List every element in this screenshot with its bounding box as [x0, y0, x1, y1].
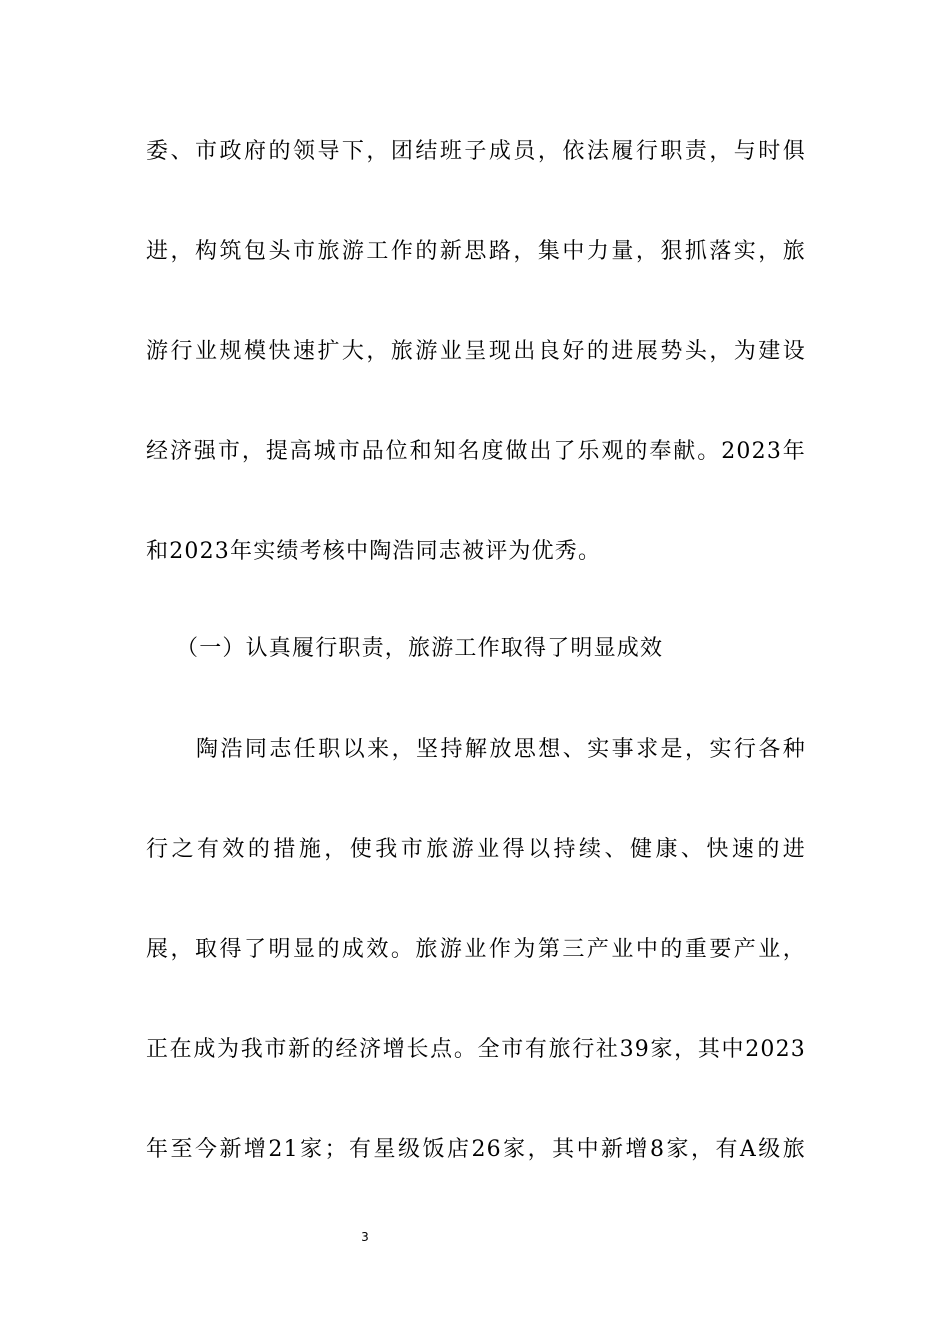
paragraph-2-line-2: 行之有效的措施，使我市旅游业得以持续、健康、快速的进 [146, 837, 806, 862]
paragraph-1-line-4: 经济强市，提高城市品位和知名度做出了乐观的奉献。2023年 [146, 439, 806, 464]
paragraph-2-line-4: 正在成为我市新的经济增长点。全市有旅行社39家，其中2023 [146, 1037, 806, 1062]
section-heading: （一）认真履行职责，旅游工作取得了明显成效 [176, 636, 664, 661]
paragraph-2-line-3: 展，取得了明显的成效。旅游业作为第三产业中的重要产业， [146, 937, 806, 962]
paragraph-1-line-5: 和2023年实绩考核中陶浩同志被评为优秀。 [146, 539, 602, 564]
paragraph-1-line-2: 进，构筑包头市旅游工作的新思路，集中力量，狠抓落实，旅 [146, 239, 806, 264]
paragraph-2-line-5: 年至今新增21家；有星级饭店26家，其中新增8家，有A级旅 [146, 1137, 806, 1162]
paragraph-2-line-1: 陶浩同志任职以来，坚持解放思想、实事求是，实行各种 [196, 737, 806, 762]
paragraph-1-line-3: 游行业规模快速扩大，旅游业呈现出良好的进展势头，为建设 [146, 339, 806, 364]
page-number: 3 [361, 1230, 369, 1244]
paragraph-1-line-1: 委、市政府的领导下，团结班子成员，依法履行职责，与时俱 [146, 139, 806, 164]
